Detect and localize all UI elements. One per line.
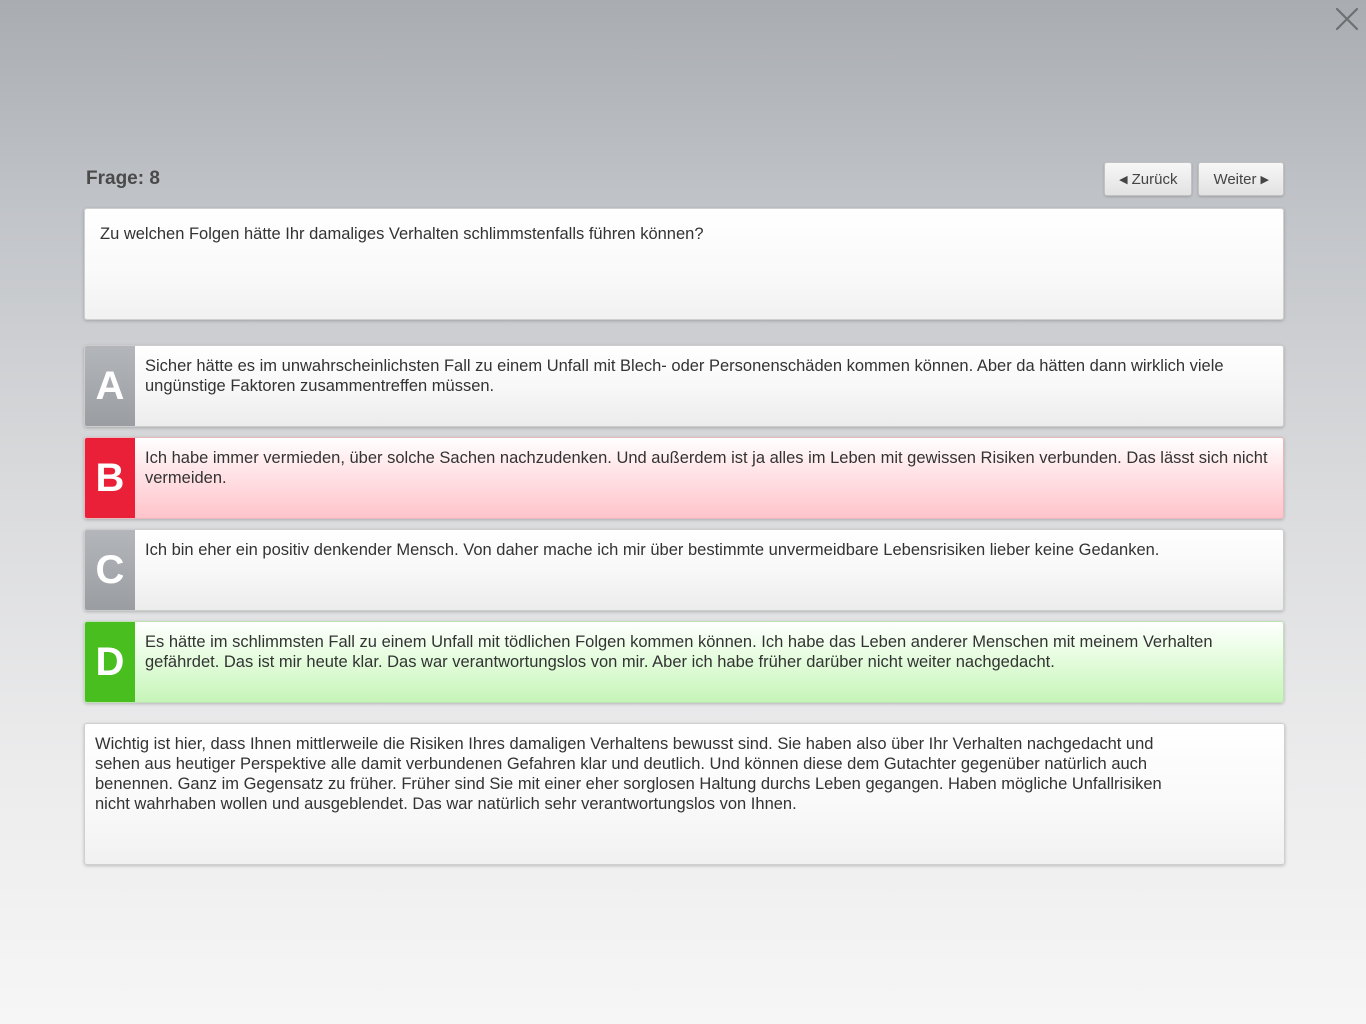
question-text-box: [84, 208, 1284, 320]
next-button-label: Weiter: [1213, 170, 1257, 188]
answer-letter-badge: B: [85, 438, 135, 518]
answer-letter-badge: A: [85, 346, 135, 426]
answer-text: Ich bin eher ein positiv denkender Mensch. Von daher mache ich mir über bestimmte unvermeidbare Lebensrisiken lieber keine Gedanken.: [145, 541, 1160, 559]
triangle-right-icon: ▶: [1260, 173, 1269, 186]
next-button[interactable]: [1198, 162, 1284, 196]
question-number-label: Frage: 8: [86, 168, 160, 189]
answer-text: Sicher hätte es im unwahrscheinlichsten Fall zu einem Unfall mit Blech- oder Personenschäden kommen können. Aber da hätten dann wirklich viele ungünstige Faktoren zusammentreffen müssen.: [145, 357, 1224, 395]
answer-option-c[interactable]: [84, 529, 1284, 611]
answer-text: Es hätte im schlimmsten Fall zu einem Unfall mit tödlichen Folgen kommen können. Ich habe das Leben anderer Menschen mit meinem Verhalten gefährdet. Das ist mir heute klar. Das war verantwortungslos von mir. Aber ich habe früher darüber nicht weiter nachgedacht.: [145, 633, 1213, 671]
answer-letter-badge: C: [85, 530, 135, 610]
nav-buttons: [1104, 162, 1284, 196]
answer-option-b[interactable]: [84, 437, 1284, 519]
answer-letter-badge: D: [85, 622, 135, 702]
explanation-box: [84, 723, 1285, 865]
answer-text: Ich habe immer vermieden, über solche Sachen nachzudenken. Und außerdem ist ja alles im Leben mit gewissen Risiken verbunden. Das lässt sich nicht vermeiden.: [145, 449, 1268, 487]
question-header: [84, 162, 1284, 198]
answer-option-d[interactable]: [84, 621, 1284, 703]
question-text: Zu welchen Folgen hätte Ihr damaliges Verhalten schlimmstenfalls führen können?: [100, 225, 704, 243]
explanation-text: Wichtig ist hier, dass Ihnen mittlerweile die Risiken Ihres damaligen Verhaltens bewusst sind. Sie haben also über Ihr Verhalten nachgedacht und sehen aus heutiger Perspektive alle damit verbundenen Gefahren klar und deutlich. Und können diese dem Gutachter gegenüber natürlich auch benennen. Ganz im Gegensatz zu früher. Früher sind Sie mit einer eher sorglosen Haltung durchs Leben gegangen. Haben mögliche Unfallrisiken nicht wahrhaben wollen und ausgeblendet. Das war natürlich sehr verantwortungslos von Ihnen.: [95, 735, 1162, 813]
close-button[interactable]: [1334, 6, 1360, 32]
back-button[interactable]: [1104, 162, 1192, 196]
back-button-label: Zurück: [1131, 170, 1178, 188]
answer-option-a[interactable]: [84, 345, 1284, 427]
triangle-left-icon: ◀: [1119, 173, 1128, 186]
close-icon: [1334, 6, 1360, 32]
